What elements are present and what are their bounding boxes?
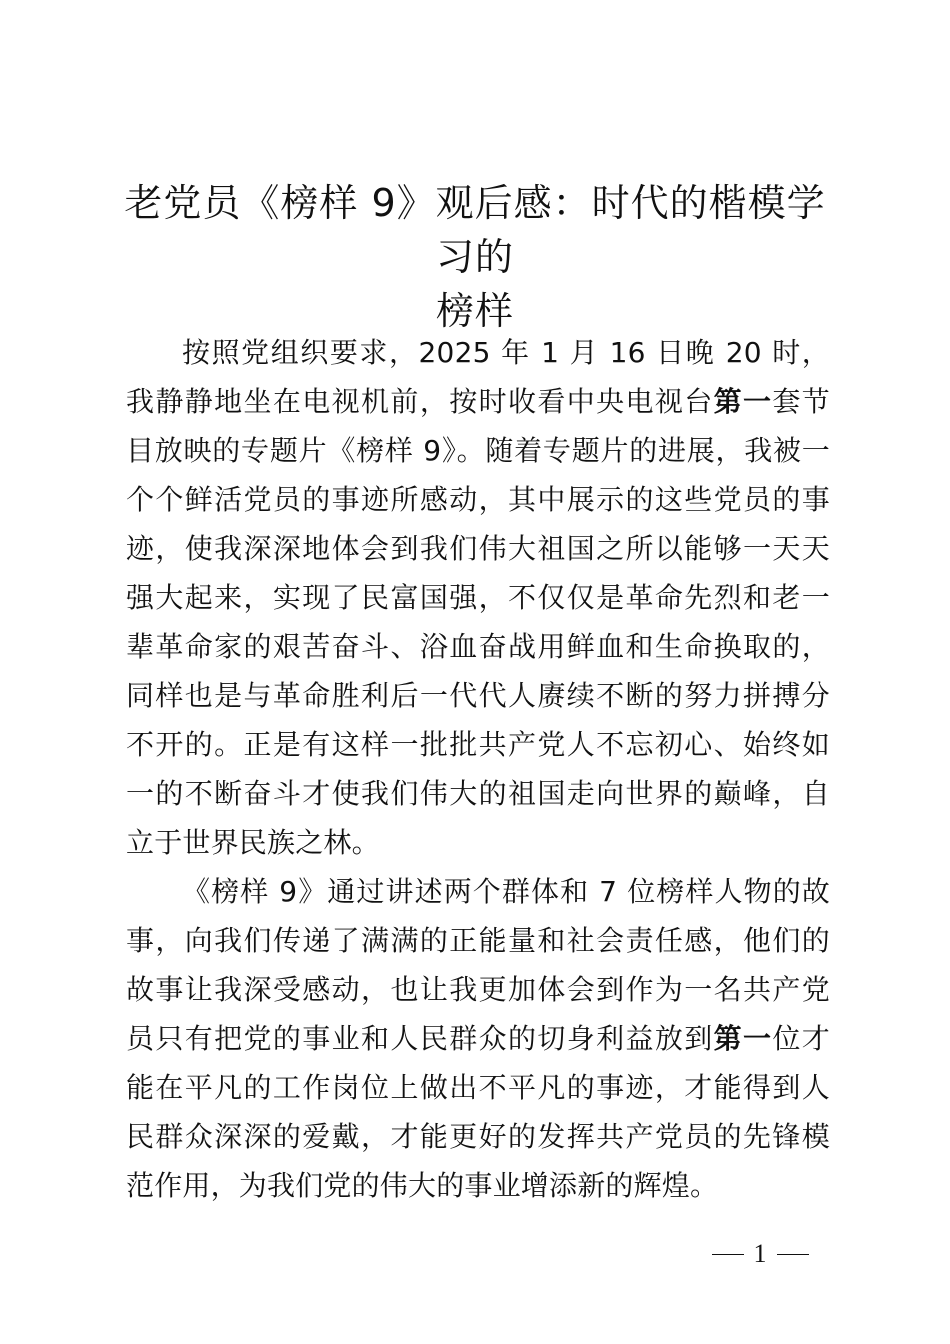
paragraph-1-text-b: 套节目放映的专题片《榜样 9》。随着专题片的进展，我被一个个鲜活党员的事迹所感动，其中展示的这些党员的事迹，使我深深地体会到我们伟大祖国之所以能够一天天强大起来，实现了民富国强，不仅仅是革命先烈和老一辈革命家的艰苦奋斗、浴血奋战用鲜血和生命换取的，同样也是与革命胜利后一代代人赓续不断的努力拼搏分不开的。正是有这样一批批共产党人不忘初心、始终如一的不断奋斗才使我们伟大的祖国走向世界的巅峰，自立于世界民族之林。 — [126, 385, 830, 859]
document-title — [110, 176, 840, 338]
paragraph-1 — [126, 328, 830, 867]
paragraph-1-bold-text: 第一 — [713, 385, 773, 418]
paragraph-2-text-a: 《榜样 9》通过讲述两个群体和 7 位榜样人物的故事，向我们传递了满满的正能量和社会责任感，他们的故事让我深受感动，也让我更加体会到作为一名共产党员只有把党的事业和人民群众的切身利益放到 — [126, 875, 830, 1055]
paragraph-2 — [126, 867, 830, 1210]
page-footer — [700, 1238, 820, 1270]
title-line-1: 老党员《榜样 9》观后感：时代的楷模学习的 — [124, 181, 826, 279]
paragraph-1-text-a: 按照党组织要求，2025 年 1 月 16 日晚 20 时，我静静地坐在电视机前，按时收看中央电视台 — [126, 336, 830, 418]
footer-dash-right — [777, 1254, 809, 1255]
title-line-2: 榜样 — [435, 289, 514, 333]
page-number: 1 — [753, 1239, 767, 1268]
paragraph-2-bold-text: 第一 — [713, 1022, 773, 1055]
footer-dash-left — [712, 1254, 744, 1255]
document-body — [126, 328, 830, 1210]
paragraph-2-text-b: 位才能在平凡的工作岗位上做出不平凡的事迹，才能得到人民群众深深的爱戴，才能更好的发挥共产党员的先锋模范作用，为我们党的伟大的事业增添新的辉煌。 — [126, 1022, 830, 1202]
